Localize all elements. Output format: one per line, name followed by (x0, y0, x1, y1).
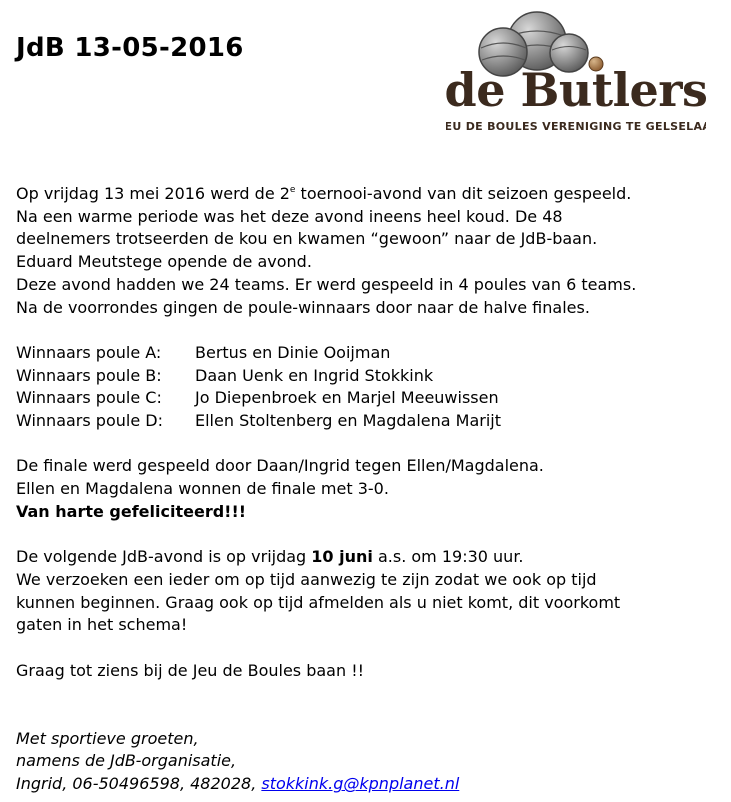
winner-label: Winnaars poule C: (16, 388, 162, 408)
winner-names: Ellen Stoltenberg en Magdalena Marijt (195, 411, 501, 431)
next-line-2: We verzoeken een ieder om op tijd aanwezig te zijn zodat we ook op tijd (16, 569, 597, 589)
next-line-1: De volgende JdB-avond is op vrijdag 10 juni a.s. om 19:30 uur. (16, 547, 524, 567)
svg-text:de Butlers: de Butlers (446, 63, 706, 117)
signature-line-2: namens de JdB-organisatie, (16, 751, 237, 771)
closing-text: Graag tot ziens bij de Jeu de Boules baan !! (16, 660, 365, 680)
next-line-3: kunnen beginnen. Graag ook op tijd afmelden als u niet komt, dit voorkomt (16, 592, 621, 612)
intro-line-6: Na de voorrondes gingen de poule-winnaars door naar de halve finales. (16, 297, 590, 317)
winner-row-b (16, 365, 721, 388)
winner-row-a (16, 342, 721, 365)
club-logo (446, 6, 706, 136)
winner-names: Daan Uenk en Ingrid Stokkink (195, 365, 434, 385)
next-line-4: gaten in het schema! (16, 615, 188, 635)
intro-line-5: Deze avond hadden we 24 teams. Er werd gespeeld in 4 poules van 6 teams. (16, 274, 637, 294)
final-line-1: De finale werd gespeeld door Daan/Ingrid tegen Ellen/Magdalena. (16, 456, 544, 476)
winner-label: Winnaars poule B: (16, 365, 162, 385)
page-title: JdB 13-05-2016 (16, 33, 244, 63)
winner-row-d (16, 410, 721, 433)
intro-line-1: Op vrijdag 13 mei 2016 werd de 2e toernooi-avond van dit seizoen gespeeld. (16, 184, 632, 203)
congrats-text: Van harte gefeliciteerd!!! (16, 501, 247, 521)
winner-row-c (16, 387, 721, 410)
article-body (16, 179, 721, 796)
winner-names: Bertus en Dinie Ooijman (195, 342, 391, 362)
final-line-2: Ellen en Magdalena wonnen de finale met 3-0. (16, 479, 389, 499)
svg-text:JEU DE BOULES VERENIGING TE GE: JEU DE BOULES VERENIGING TE GELSELAAR (446, 120, 706, 133)
intro-line-3: deelnemers trotseerden de kou en kwamen “gewoon” naar de JdB-baan. (16, 229, 598, 249)
signature-line-3: Ingrid, 06-50496598, 482028, stokkink.g@kpnplanet.nl (16, 774, 460, 794)
email-link[interactable]: stokkink.g@kpnplanet.nl (261, 774, 460, 794)
winner-label: Winnaars poule A: (16, 342, 162, 362)
winner-names: Jo Diepenbroek en Marjel Meeuwissen (195, 388, 499, 408)
intro-line-4: Eduard Meutstege opende de avond. (16, 252, 312, 272)
winner-label: Winnaars poule D: (16, 411, 163, 431)
club-logo-graphic (446, 6, 706, 136)
intro-line-2: Na een warme periode was het deze avond ineens heel koud. De 48 (16, 206, 563, 226)
signature-line-1: Met sportieve groeten, (16, 728, 199, 748)
